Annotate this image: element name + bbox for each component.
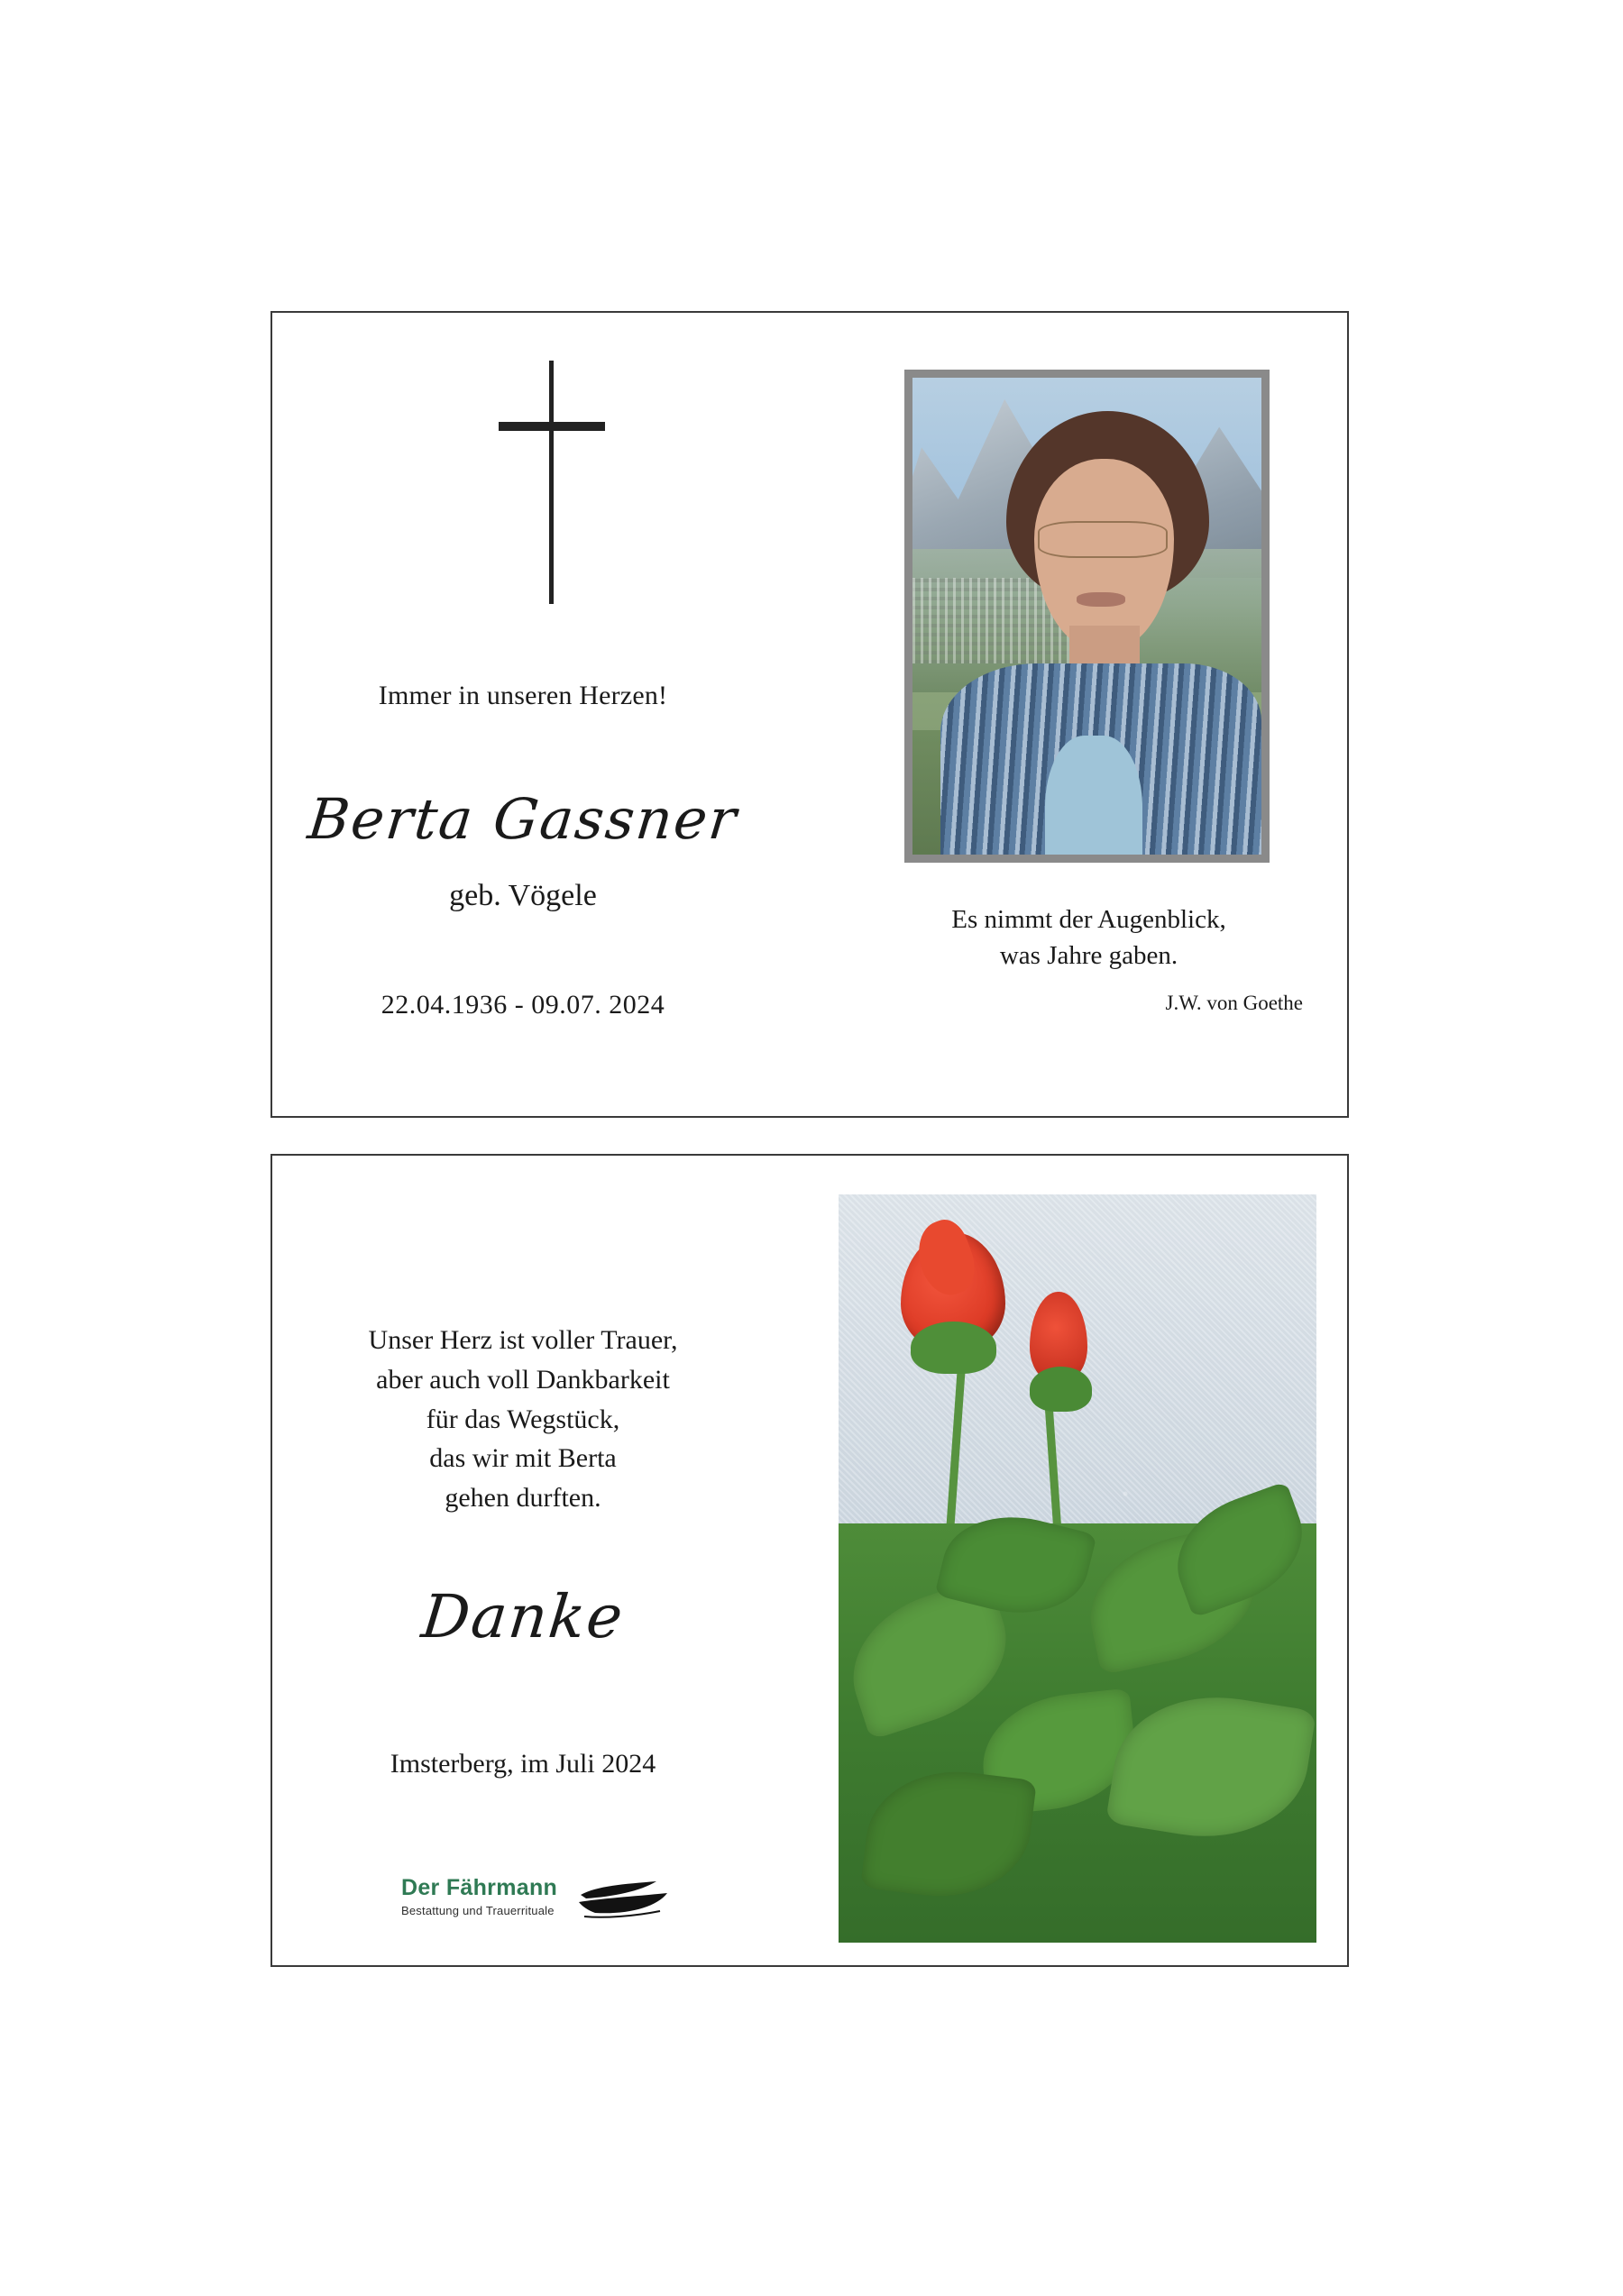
logo-name: Der Fährmann [401, 1875, 558, 1900]
thanks-line-5: gehen durften. [445, 1483, 601, 1514]
maiden-name: geb. Vögele [449, 879, 597, 912]
quote-author: J.W. von Goethe [1165, 992, 1303, 1014]
deceased-name: Berta Gassner [305, 786, 741, 852]
intro-line: Immer in unseren Herzen! [378, 681, 668, 710]
christian-cross-icon [492, 361, 610, 604]
portrait-photo [912, 378, 1261, 855]
portrait-frame [904, 370, 1270, 863]
rose-photo [839, 1194, 1316, 1943]
boat-brushstroke-icon [577, 1877, 672, 1920]
quote-line-2: was Jahre gaben. [999, 941, 1178, 971]
thanks-line-1: Unser Herz ist voller Trauer, [368, 1325, 678, 1355]
danke-word: Danke [418, 1582, 628, 1651]
funeral-home-logo [401, 1875, 672, 1938]
place-and-date: Imsterberg, im Juli 2024 [390, 1749, 656, 1779]
thanks-line-3: für das Wegstück, [426, 1404, 620, 1434]
goethe-quote [866, 901, 1312, 974]
thanks-line-2: aber auch voll Dankbarkeit [376, 1364, 670, 1395]
logo-subtitle: Bestattung und Trauerrituale [401, 1904, 555, 1917]
quote-line-1: Es nimmt der Augenblick, [951, 905, 1226, 934]
life-dates: 22.04.1936 - 09.07. 2024 [381, 990, 665, 1020]
thanks-text [270, 1321, 775, 1518]
thanks-line-4: das wir mit Berta [429, 1443, 617, 1474]
